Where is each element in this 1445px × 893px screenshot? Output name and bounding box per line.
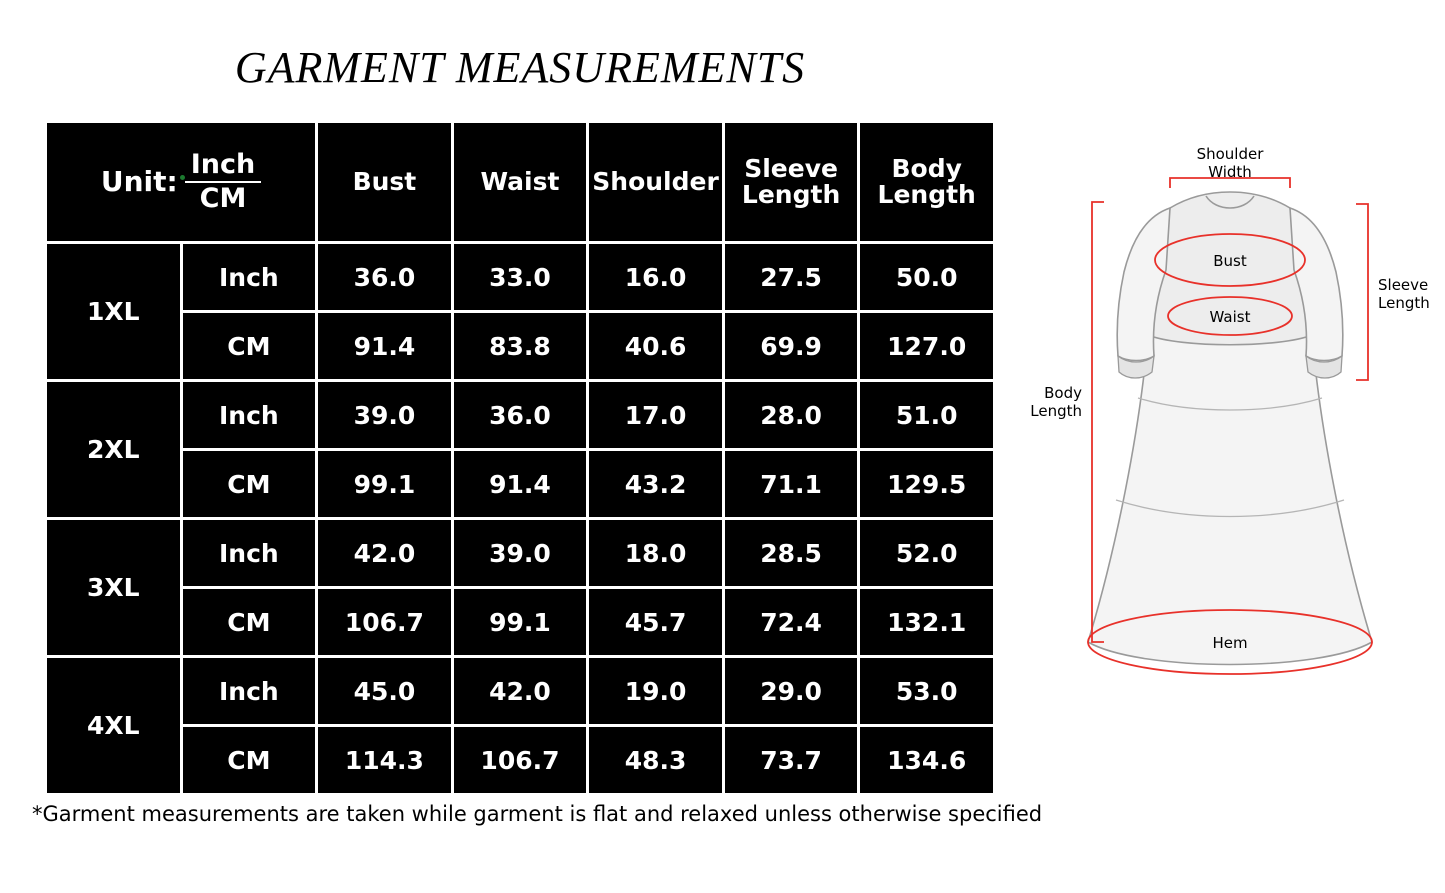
column-header-bust-line1: Bust — [352, 166, 417, 196]
unit-row-cm: CM — [183, 451, 316, 517]
cell-3xl-inch-body: 52.0 — [860, 520, 993, 586]
cell-4xl-cm-waist: 106.7 — [454, 727, 587, 793]
column-header-body-line1: Body — [891, 153, 962, 183]
column-header-bust — [318, 123, 451, 241]
label-bust: Bust — [1213, 252, 1247, 270]
cell-3xl-inch-sleeve: 28.5 — [725, 520, 858, 586]
cell-4xl-cm-sleeve: 73.7 — [725, 727, 858, 793]
cell-2xl-cm-body: 129.5 — [860, 451, 993, 517]
cell-4xl-cm-bust: 114.3 — [318, 727, 451, 793]
unit-row-cm: CM — [183, 313, 316, 379]
unit-label: Unit: — [100, 165, 178, 199]
unit-numerator: Inch — [185, 151, 262, 182]
cell-1xl-cm-body: 127.0 — [860, 313, 993, 379]
size-label-1xl: 1XL — [47, 244, 180, 379]
column-header-waist — [454, 123, 587, 241]
unit-denominator: CM — [199, 182, 247, 214]
table-row — [47, 313, 993, 379]
table-row — [47, 589, 993, 655]
table-row — [47, 727, 993, 793]
cell-4xl-inch-shoulder: 19.0 — [589, 658, 722, 724]
cell-3xl-inch-shoulder: 18.0 — [589, 520, 722, 586]
label-sleeve-length-line2: Length — [1378, 294, 1430, 312]
size-label-4xl: 4XL — [47, 658, 180, 793]
cell-4xl-inch-bust: 45.0 — [318, 658, 451, 724]
cell-1xl-cm-shoulder: 40.6 — [589, 313, 722, 379]
cell-3xl-inch-bust: 42.0 — [318, 520, 451, 586]
unit-row-inch: Inch — [183, 520, 316, 586]
cell-2xl-cm-sleeve: 71.1 — [725, 451, 858, 517]
cell-1xl-inch-body: 50.0 — [860, 244, 993, 310]
cell-3xl-cm-waist: 99.1 — [454, 589, 587, 655]
cell-4xl-inch-waist: 42.0 — [454, 658, 587, 724]
garment-illustration — [1020, 130, 1440, 690]
column-header-shoulder-line1: Shoulder — [592, 166, 719, 196]
measurements-table-container — [44, 120, 996, 796]
cell-3xl-inch-waist: 39.0 — [454, 520, 587, 586]
cell-1xl-inch-bust: 36.0 — [318, 244, 451, 310]
column-header-body-line2: Length — [877, 180, 976, 209]
page-title: GARMENT MEASUREMENTS — [234, 43, 806, 92]
cell-1xl-cm-waist: 83.8 — [454, 313, 587, 379]
column-header-sleeve-line1: Sleeve — [744, 153, 838, 183]
unit-row-inch: Inch — [183, 244, 316, 310]
cell-2xl-cm-waist: 91.4 — [454, 451, 587, 517]
cell-3xl-cm-bust: 106.7 — [318, 589, 451, 655]
cell-4xl-inch-sleeve: 29.0 — [725, 658, 858, 724]
column-header-body-length — [860, 123, 993, 241]
table-row — [47, 382, 993, 448]
column-header-sleeve-length — [725, 123, 858, 241]
cell-3xl-cm-shoulder: 45.7 — [589, 589, 722, 655]
cell-1xl-inch-sleeve: 27.5 — [725, 244, 858, 310]
unit-header-cell — [47, 123, 315, 241]
label-hem: Hem — [1212, 634, 1248, 652]
size-label-3xl: 3XL — [47, 520, 180, 655]
table-row — [47, 658, 993, 724]
cell-4xl-cm-body: 134.6 — [860, 727, 993, 793]
table-row — [47, 244, 993, 310]
table-row — [47, 520, 993, 586]
unit-row-inch: Inch — [183, 382, 316, 448]
cell-3xl-cm-sleeve: 72.4 — [725, 589, 858, 655]
cell-3xl-cm-body: 132.1 — [860, 589, 993, 655]
label-waist: Waist — [1209, 308, 1251, 326]
label-sleeve-length-line1: Sleeve — [1378, 276, 1429, 294]
cell-2xl-inch-shoulder: 17.0 — [589, 382, 722, 448]
footnote: *Garment measurements are taken while garment is flat and relaxed unless otherwise specified — [32, 802, 1043, 826]
cell-2xl-inch-body: 51.0 — [860, 382, 993, 448]
unit-row-cm: CM — [183, 727, 316, 793]
cell-1xl-cm-bust: 91.4 — [318, 313, 451, 379]
cell-2xl-inch-bust: 39.0 — [318, 382, 451, 448]
cell-2xl-inch-waist: 36.0 — [454, 382, 587, 448]
label-body-length-line2: Length — [1030, 402, 1082, 420]
unit-fraction — [185, 151, 262, 213]
label-shoulder-width-line1: Shoulder — [1196, 145, 1264, 163]
table-header-row — [47, 123, 993, 241]
cell-4xl-cm-shoulder: 48.3 — [589, 727, 722, 793]
unit-row-cm: CM — [183, 589, 316, 655]
measurements-table — [44, 120, 996, 796]
column-header-waist-line1: Waist — [480, 166, 560, 196]
column-header-shoulder — [589, 123, 722, 241]
label-body-length-line1: Body — [1044, 384, 1082, 402]
cell-2xl-inch-sleeve: 28.0 — [725, 382, 858, 448]
label-shoulder-width-line2: Width — [1208, 163, 1252, 181]
cell-1xl-cm-sleeve: 69.9 — [725, 313, 858, 379]
table-row — [47, 451, 993, 517]
cell-4xl-inch-body: 53.0 — [860, 658, 993, 724]
cell-1xl-inch-shoulder: 16.0 — [589, 244, 722, 310]
size-label-2xl: 2XL — [47, 382, 180, 517]
column-header-sleeve-line2: Length — [741, 180, 841, 209]
unit-row-inch: Inch — [183, 658, 316, 724]
cell-2xl-cm-shoulder: 43.2 — [589, 451, 722, 517]
cell-2xl-cm-bust: 99.1 — [318, 451, 451, 517]
cell-1xl-inch-waist: 33.0 — [454, 244, 587, 310]
